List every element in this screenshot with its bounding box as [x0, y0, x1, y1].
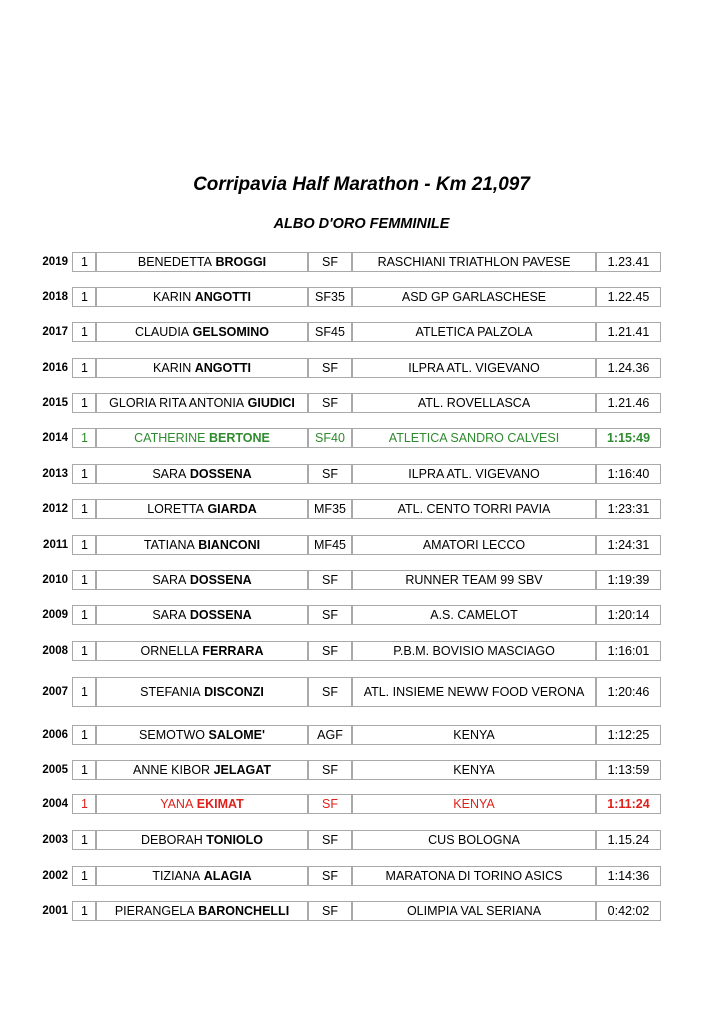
year-label: 2018 — [42, 291, 68, 303]
athlete-first-name: TIZIANA — [152, 869, 201, 883]
position-cell: 1 — [72, 725, 96, 745]
category-cell: SF — [308, 252, 352, 272]
year-label: 2013 — [42, 468, 68, 480]
category-cell: SF — [308, 464, 352, 484]
table-row — [0, 570, 723, 590]
category-cell: SF — [308, 794, 352, 814]
athlete-cell — [96, 322, 308, 342]
club-cell: OLIMPIA VAL SERIANA — [352, 901, 596, 921]
category-cell: MF45 — [308, 535, 352, 555]
year-label: 2007 — [42, 686, 68, 698]
category-cell: SF — [308, 570, 352, 590]
athlete-first-name: KARIN — [153, 361, 192, 375]
club-cell: MARATONA DI TORINO ASICS — [352, 866, 596, 886]
year-label: 2005 — [42, 764, 68, 776]
year-label: 2014 — [42, 432, 68, 444]
athlete-cell — [96, 830, 308, 850]
document-subtitle: ALBO D'ORO FEMMINILE — [273, 216, 450, 232]
club-cell: AMATORI LECCO — [352, 535, 596, 555]
time-cell: 1:16:40 — [596, 464, 661, 484]
athlete-surname: GIARDA — [207, 502, 257, 516]
time-cell: 1.22.45 — [596, 287, 661, 307]
time-cell: 1.23.41 — [596, 252, 661, 272]
year-label: 2012 — [42, 503, 68, 515]
position-cell: 1 — [72, 535, 96, 555]
athlete-cell — [96, 535, 308, 555]
athlete-surname: JELAGAT — [213, 763, 271, 777]
athlete-cell — [96, 252, 308, 272]
year-label: 2008 — [42, 645, 68, 657]
athlete-surname: ANGOTTI — [194, 361, 251, 375]
position-cell: 1 — [72, 464, 96, 484]
athlete-surname: ALAGIA — [203, 869, 252, 883]
position-cell: 1 — [72, 641, 96, 661]
position-cell: 1 — [72, 866, 96, 886]
table-row — [0, 252, 723, 272]
club-cell: KENYA — [352, 760, 596, 780]
position-cell: 1 — [72, 794, 96, 814]
time-cell: 1:23:31 — [596, 499, 661, 519]
athlete-cell — [96, 866, 308, 886]
table-row — [0, 428, 723, 448]
year-label: 2006 — [42, 729, 68, 741]
athlete-cell — [96, 287, 308, 307]
club-cell: ASD GP GARLASCHESE — [352, 287, 596, 307]
athlete-surname: SALOME' — [208, 728, 265, 742]
athlete-surname: BIANCONI — [198, 538, 261, 552]
year-label: 2019 — [42, 256, 68, 268]
table-row — [0, 901, 723, 921]
club-cell: KENYA — [352, 794, 596, 814]
athlete-surname: GELSOMINO — [192, 325, 270, 339]
athlete-surname: TONIOLO — [206, 833, 264, 847]
club-cell: ATL. CENTO TORRI PAVIA — [352, 499, 596, 519]
athlete-first-name: SEMOTWO — [139, 728, 206, 742]
position-cell: 1 — [72, 428, 96, 448]
athlete-cell — [96, 358, 308, 378]
table-row — [0, 641, 723, 661]
athlete-cell — [96, 428, 308, 448]
club-cell: ILPRA ATL. VIGEVANO — [352, 358, 596, 378]
table-row — [0, 866, 723, 886]
athlete-first-name: STEFANIA — [140, 685, 201, 699]
athlete-first-name: CLAUDIA — [134, 325, 190, 339]
athlete-cell — [96, 677, 308, 707]
athlete-first-name: SARA — [152, 467, 187, 481]
athlete-first-name: PIERANGELA — [114, 904, 195, 918]
category-cell: SF — [308, 358, 352, 378]
athlete-surname: DISCONZI — [204, 685, 264, 699]
time-cell: 1:24:31 — [596, 535, 661, 555]
athlete-surname: FERRARA — [202, 644, 264, 658]
club-cell: RUNNER TEAM 99 SBV — [352, 570, 596, 590]
athlete-cell — [96, 499, 308, 519]
category-cell: SF — [308, 866, 352, 886]
position-cell: 1 — [72, 605, 96, 625]
athlete-first-name: YANA — [160, 797, 194, 811]
table-row — [0, 760, 723, 780]
club-cell: RASCHIANI TRIATHLON PAVESE — [352, 252, 596, 272]
table-row — [0, 830, 723, 850]
category-cell: SF45 — [308, 322, 352, 342]
table-row — [0, 794, 723, 814]
time-cell: 1:11:24 — [596, 794, 661, 814]
time-cell: 1.15.24 — [596, 830, 661, 850]
athlete-surname: BARONCHELLI — [198, 904, 290, 918]
athlete-first-name: ORNELLA — [140, 644, 199, 658]
position-cell: 1 — [72, 830, 96, 850]
club-cell: CUS BOLOGNA — [352, 830, 596, 850]
athlete-first-name: GLORIA RITA ANTONIA — [109, 396, 245, 410]
athlete-first-name: SARA — [152, 608, 187, 622]
athlete-surname: DOSSENA — [189, 467, 252, 481]
time-cell: 1:14:36 — [596, 866, 661, 886]
athlete-cell — [96, 570, 308, 590]
athlete-cell — [96, 464, 308, 484]
position-cell: 1 — [72, 677, 96, 707]
year-label: 2003 — [42, 834, 68, 846]
athlete-first-name: ANNE KIBOR — [132, 763, 211, 777]
position-cell: 1 — [72, 393, 96, 413]
athlete-cell — [96, 605, 308, 625]
club-cell: ATL. INSIEME NEWW FOOD VERONA — [352, 677, 596, 707]
position-cell: 1 — [72, 570, 96, 590]
athlete-cell — [96, 725, 308, 745]
time-cell: 1:16:01 — [596, 641, 661, 661]
athlete-cell — [96, 794, 308, 814]
club-cell: ATL. ROVELLASCA — [352, 393, 596, 413]
time-cell: 0:42:02 — [596, 901, 661, 921]
athlete-first-name: DEBORAH — [140, 833, 203, 847]
position-cell: 1 — [72, 499, 96, 519]
table-row — [0, 464, 723, 484]
position-cell: 1 — [72, 287, 96, 307]
athlete-first-name: LORETTA — [147, 502, 204, 516]
category-cell: SF — [308, 605, 352, 625]
club-cell: P.B.M. BOVISIO MASCIAGO — [352, 641, 596, 661]
table-row — [0, 287, 723, 307]
time-cell: 1:15:49 — [596, 428, 661, 448]
athlete-first-name: SARA — [152, 573, 187, 587]
table-row — [0, 725, 723, 745]
table-row — [0, 358, 723, 378]
position-cell: 1 — [72, 322, 96, 342]
category-cell: SF — [308, 641, 352, 661]
position-cell: 1 — [72, 358, 96, 378]
category-cell: SF — [308, 760, 352, 780]
document-title: Corripavia Half Marathon - Km 21,097 — [193, 174, 530, 195]
athlete-cell — [96, 760, 308, 780]
position-cell: 1 — [72, 901, 96, 921]
athlete-first-name: TATIANA — [143, 538, 195, 552]
club-cell: ATLETICA SANDRO CALVESI — [352, 428, 596, 448]
table-row — [0, 322, 723, 342]
time-cell: 1:19:39 — [596, 570, 661, 590]
position-cell: 1 — [72, 760, 96, 780]
category-cell: SF40 — [308, 428, 352, 448]
year-label: 2004 — [42, 798, 68, 810]
athlete-surname: GIUDICI — [247, 396, 295, 410]
year-label: 2009 — [42, 609, 68, 621]
category-cell: AGF — [308, 725, 352, 745]
year-label: 2017 — [42, 326, 68, 338]
year-label: 2001 — [42, 905, 68, 917]
athlete-first-name: CATHERINE — [134, 431, 206, 445]
time-cell: 1.21.41 — [596, 322, 661, 342]
club-cell: KENYA — [352, 725, 596, 745]
club-cell: ILPRA ATL. VIGEVANO — [352, 464, 596, 484]
table-row — [0, 499, 723, 519]
year-label: 2002 — [42, 870, 68, 882]
athlete-surname: EKIMAT — [196, 797, 244, 811]
table-row — [0, 677, 723, 707]
athlete-cell — [96, 641, 308, 661]
athlete-surname: BROGGI — [215, 255, 267, 269]
year-label: 2010 — [42, 574, 68, 586]
position-cell: 1 — [72, 252, 96, 272]
athlete-surname: BERTONE — [208, 431, 270, 445]
year-label: 2011 — [43, 539, 68, 551]
time-cell: 1.24.36 — [596, 358, 661, 378]
athlete-surname: ANGOTTI — [194, 290, 251, 304]
athlete-surname: DOSSENA — [189, 573, 252, 587]
category-cell: SF35 — [308, 287, 352, 307]
athlete-cell — [96, 393, 308, 413]
category-cell: SF — [308, 393, 352, 413]
time-cell: 1:13:59 — [596, 760, 661, 780]
category-cell: SF — [308, 830, 352, 850]
time-cell: 1:20:46 — [596, 677, 661, 707]
table-row — [0, 605, 723, 625]
athlete-first-name: KARIN — [153, 290, 192, 304]
table-row — [0, 393, 723, 413]
year-label: 2016 — [42, 362, 68, 374]
table-row — [0, 535, 723, 555]
athlete-cell — [96, 901, 308, 921]
athlete-surname: DOSSENA — [189, 608, 252, 622]
time-cell: 1:20:14 — [596, 605, 661, 625]
category-cell: SF — [308, 677, 352, 707]
year-label: 2015 — [42, 397, 68, 409]
club-cell: ATLETICA PALZOLA — [352, 322, 596, 342]
category-cell: MF35 — [308, 499, 352, 519]
time-cell: 1:12:25 — [596, 725, 661, 745]
athlete-first-name: BENEDETTA — [137, 255, 212, 269]
club-cell: A.S. CAMELOT — [352, 605, 596, 625]
category-cell: SF — [308, 901, 352, 921]
time-cell: 1.21.46 — [596, 393, 661, 413]
